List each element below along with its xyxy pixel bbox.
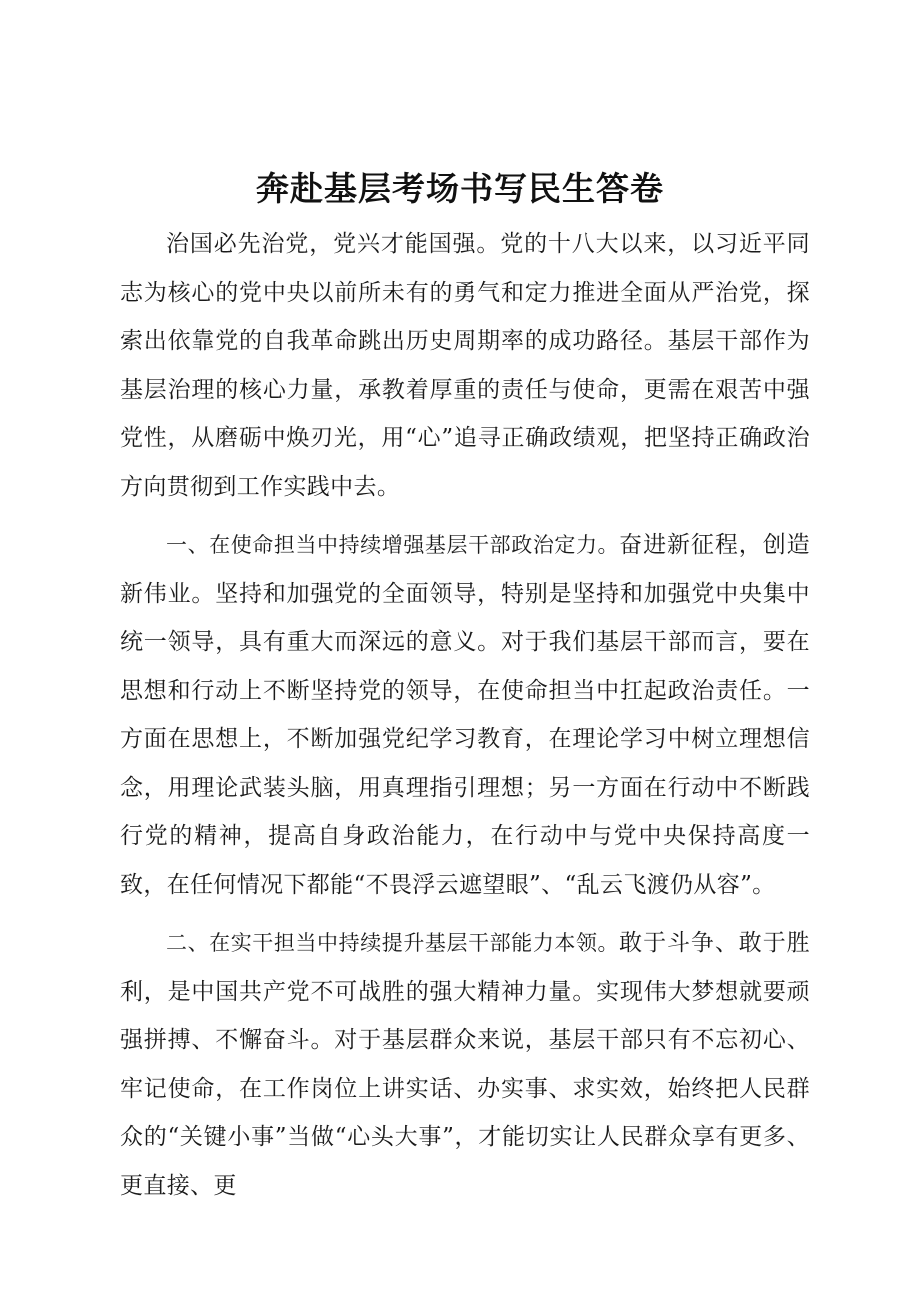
- section-heading: 一、在使命担当中持续增强基层干部政治定力。: [166, 533, 620, 557]
- section-heading: 二、在实干担当中持续提升基层干部能力本领。: [166, 931, 620, 955]
- document-body: [120, 220, 810, 1210]
- paragraph-section-1: [120, 521, 810, 909]
- paragraph-intro: [120, 220, 810, 511]
- paragraph-section-2: [120, 919, 810, 1210]
- document-title: 奔赴基层考场书写民生答卷: [256, 169, 664, 208]
- paragraph-text: 敢于斗争、敢于胜利，是中国共产党不可战胜的强大精神力量。实现伟大梦想就要顽强拼搏、不懈奋斗。对于基层群众来说，基层干部只有不忘初心、牢记使命，在工作岗位上讲实话、办实事、求实效，始终把人民群众的“关键小事”当做“心头大事”，才能切实让人民群众享有更多、更直接、更: [120, 930, 810, 1199]
- paragraph-text: 治国必先治党，党兴才能国强。党的十八大以来，以习近平同志为核心的党中央以前所未有的勇气和定力推进全面从严治党，探索出依靠党的自我革命跳出历史周期率的成功路径。基层干部作为基层治理的核心力量，承教着厚重的责任与使命，更需在艰苦中强党性，从磨砺中焕刃光，用“心”追寻正确政绩观，把坚持正确政治方向贯彻到工作实践中去。: [120, 231, 810, 500]
- paragraph-text: 奋进新征程，创造新伟业。坚持和加强党的全面领导，特别是坚持和加强党中央集中统一领导，具有重大而深远的意义。对于我们基层干部而言，要在思想和行动上不断坚持党的领导，在使命担当中扛起政治责任。一方面在思想上，不断加强党纪学习教育，在理论学习中树立理想信念，用理论武装头脑，用真理指引理想；另一方面在行动中不断践行党的精神，提高自身政治能力，在行动中与党中央保持高度一致，在任何情况下都能“不畏浮云遮望眼”、“乱云飞渡仍从容”。: [120, 532, 810, 898]
